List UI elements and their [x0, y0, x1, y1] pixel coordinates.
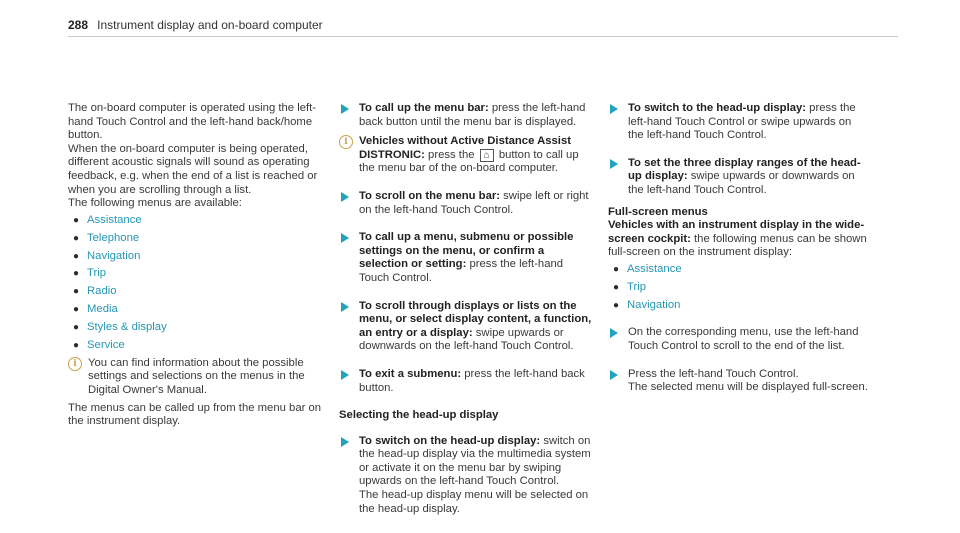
- section-heading: Selecting the head-up display: [339, 409, 499, 422]
- menus-intro: The following menus are available:: [68, 197, 242, 210]
- page-number: 288: [68, 18, 89, 32]
- bullet-icon: ●: [73, 232, 80, 244]
- call-up-paragraph: The menus can be called up from the menu bar on the instrument display.: [68, 401, 322, 428]
- list-item[interactable]: ● Navigation: [613, 298, 681, 311]
- intro-paragraph: The on-board computer is operated using the left-hand Touch Control and the left-hand back/home button.: [68, 102, 317, 142]
- menu-list: [68, 214, 330, 353]
- info-note: i Vehicles without Active Distance Assist DISTRONIC: press the ⌂ button to call up the menu bar of the on-board computer.: [339, 135, 596, 176]
- note-text: You can find information about the possible settings and selections on the menus in the Digital Owner's Manual.: [88, 356, 305, 397]
- column-left: [68, 102, 330, 429]
- list-item[interactable]: ● Media: [73, 303, 118, 316]
- bullet-icon: ●: [73, 322, 80, 334]
- arrow-icon: [341, 370, 349, 380]
- arrow-icon: [610, 370, 618, 380]
- bullet-icon: ●: [613, 281, 620, 293]
- step-scroll-displays: To scroll through displays or lists on the menu, or select display content, a function, an entry or a display: swipe upwards or downwards on the left-hand Touch Control.: [339, 300, 596, 354]
- bullet-icon: ●: [73, 339, 80, 351]
- step-call-up-menu-bar: To call up the menu bar: press the left-hand back button until the menu bar is displayed.: [339, 102, 596, 129]
- bullet-icon: ●: [73, 250, 80, 262]
- step-set-hud-ranges: To set the three display ranges of the head-up display: swipe upwards or downwards on the left-hand Touch Control.: [608, 157, 870, 198]
- list-item[interactable]: ● Trip: [73, 267, 107, 280]
- list-item[interactable]: ● Telephone: [73, 231, 140, 244]
- arrow-icon: [341, 437, 349, 447]
- info-icon: i: [339, 135, 353, 149]
- arrow-icon: [610, 328, 618, 338]
- step-exit-submenu: To exit a submenu: press the left-hand back button.: [339, 368, 596, 395]
- list-item[interactable]: ● Assistance: [73, 213, 142, 226]
- list-item[interactable]: ● Service: [73, 338, 125, 351]
- home-icon: ⌂: [480, 149, 494, 162]
- bullet-icon: ●: [73, 214, 80, 226]
- arrow-icon: [341, 192, 349, 202]
- list-item[interactable]: ● Assistance: [613, 262, 682, 275]
- arrow-icon: [341, 233, 349, 243]
- step-switch-to-hud: To switch to the head-up display: press the left-hand Touch Control or swipe upwards on the left-hand Touch Control.: [608, 102, 870, 143]
- operating-paragraph: When the on-board computer is being operated, different acoustic signals will sound as operating feedback, e.g. when the end of a list is reached or when you are scrolling through a list.: [68, 142, 318, 196]
- list-item[interactable]: ● Styles & display: [73, 321, 167, 334]
- bullet-icon: ●: [73, 304, 80, 316]
- bullet-icon: ●: [73, 268, 80, 280]
- page-title: Instrument display and on-board computer: [97, 18, 323, 32]
- step-call-up-menu: To call up a menu, submenu or possible settings on the menu, or confirm a selection or setting: press the left-hand Touch Control.: [339, 231, 596, 285]
- step-scroll-menu-bar: To scroll on the menu bar: swipe left or right on the left-hand Touch Control.: [339, 190, 596, 217]
- header-divider: [68, 36, 898, 37]
- column-middle: [339, 102, 596, 530]
- bullet-icon: ●: [613, 263, 620, 275]
- step-press-touch-control: Press the left-hand Touch Control. The selected menu will be displayed full-screen.: [608, 368, 870, 395]
- arrow-icon: [610, 104, 618, 114]
- bullet-icon: ●: [73, 286, 80, 298]
- step-scroll-to-end: On the corresponding menu, use the left-hand Touch Control to scroll to the end of the list.: [608, 326, 870, 353]
- bullet-icon: ●: [613, 299, 620, 311]
- info-note: [68, 357, 330, 398]
- arrow-icon: [341, 302, 349, 312]
- step-switch-on-hud: To switch on the head-up display: switch on the head-up display via the multimedia system or activate it on the menu bar by swiping upwards on the left-hand Touch Control. The head-up display menu will be selected on the head-up display.: [339, 435, 596, 517]
- column-right: [608, 102, 870, 409]
- page-header: [68, 19, 908, 34]
- info-icon: i: [68, 357, 82, 371]
- arrow-icon: [341, 104, 349, 114]
- arrow-icon: [610, 159, 618, 169]
- full-screen-heading: Full-screen menus: [608, 205, 708, 218]
- list-item[interactable]: ● Radio: [73, 285, 117, 298]
- full-screen-intro: Vehicles with an instrument display in the wide-screen cockpit: the following menus can be shown full-screen on the instrument display:: [608, 219, 867, 259]
- full-screen-menu-list: [608, 263, 870, 312]
- list-item[interactable]: ● Navigation: [73, 249, 141, 262]
- list-item[interactable]: ● Trip: [613, 280, 647, 293]
